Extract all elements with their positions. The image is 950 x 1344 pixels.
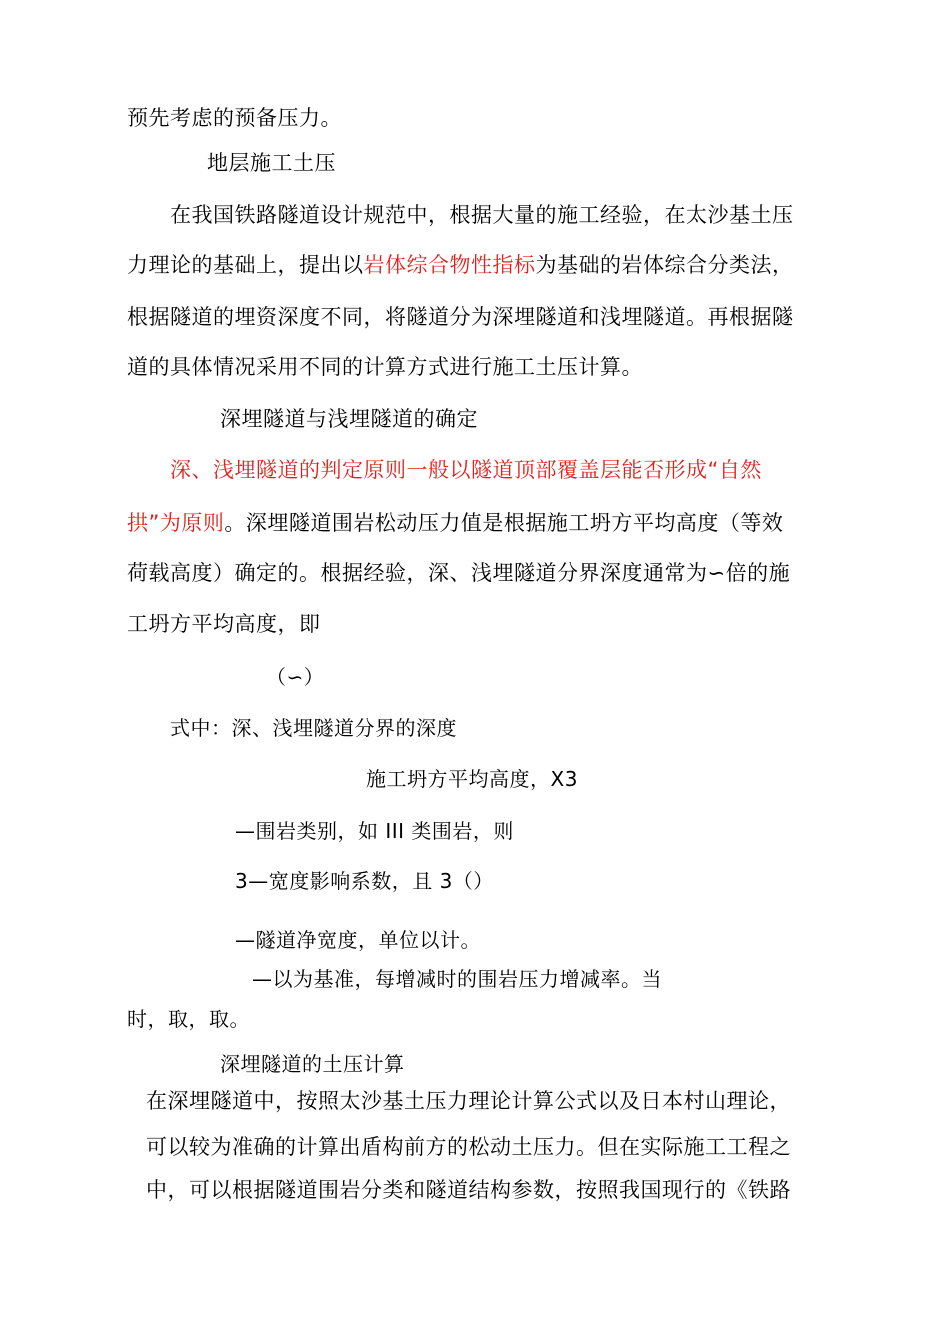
paragraph-line: 根据隧道的埋资深度不同，将隧道分为深埋隧道和浅埋隧道。再根据隧	[127, 305, 794, 329]
paragraph-line: 在我国铁路隧道设计规范中，根据大量的施工经验，在太沙基土压	[170, 203, 794, 227]
formula-explanation: 3—宽度影响系数，且 3（）	[235, 869, 494, 893]
paragraph-line: 工坍方平均高度，即	[127, 612, 321, 636]
formula-explanation: 施工坍方平均高度，X3	[366, 767, 578, 791]
formula-explanation: —围岩类别，如 III 类围岩，则	[235, 819, 514, 843]
formula-explanation: 式中：深、浅埋隧道分界的深度	[170, 716, 457, 740]
paragraph-line	[127, 508, 783, 538]
paragraph-line: 道的具体情况采用不同的计算方式进行施工土压计算。	[127, 355, 643, 379]
text-segment: 力理论的基础上，提出以	[127, 253, 364, 277]
paragraph-line: 荷载高度）确定的。根据经验，深、浅埋隧道分界深度通常为∽倍的施	[127, 561, 791, 585]
formula-explanation: 时，取，取。	[127, 1007, 250, 1031]
formula-explanation: —以为基准，每增减时的围岩压力增减率。当	[252, 967, 662, 991]
highlighted-term: 拱”为原则	[127, 511, 225, 535]
highlighted-paragraph-line: 深、浅埋隧道的判定原则一般以隧道顶部覆盖层能否形成“自然	[170, 458, 762, 482]
section-heading: 地层施工土压	[207, 151, 336, 175]
highlighted-term: 岩体综合物性指标	[363, 253, 536, 277]
formula-number: （∽）	[266, 665, 325, 689]
formula-explanation: —隧道净宽度，单位以计。	[235, 928, 481, 952]
paragraph-line: 预先考虑的预备压力。	[127, 106, 342, 130]
section-heading: 深埋隧道与浅埋隧道的确定	[220, 407, 478, 431]
text-segment: 。深埋隧道围岩松动压力值是根据施工坍方平均高度（等效	[224, 511, 784, 535]
section-heading: 深埋隧道的土压计算	[220, 1052, 405, 1076]
paragraph-line: 可以较为准确的计算出盾构前方的松动土压力。但在实际施工工程之	[146, 1135, 791, 1159]
paragraph-line: 在深埋隧道中，按照太沙基土压力理论计算公式以及日本村山理论，	[146, 1089, 791, 1113]
paragraph-line: 中，可以根据隧道围岩分类和隧道结构参数，按照我国现行的《铁路	[146, 1178, 791, 1202]
paragraph-line	[127, 250, 794, 280]
text-segment: 为基础的岩体综合分类法，	[535, 253, 794, 277]
